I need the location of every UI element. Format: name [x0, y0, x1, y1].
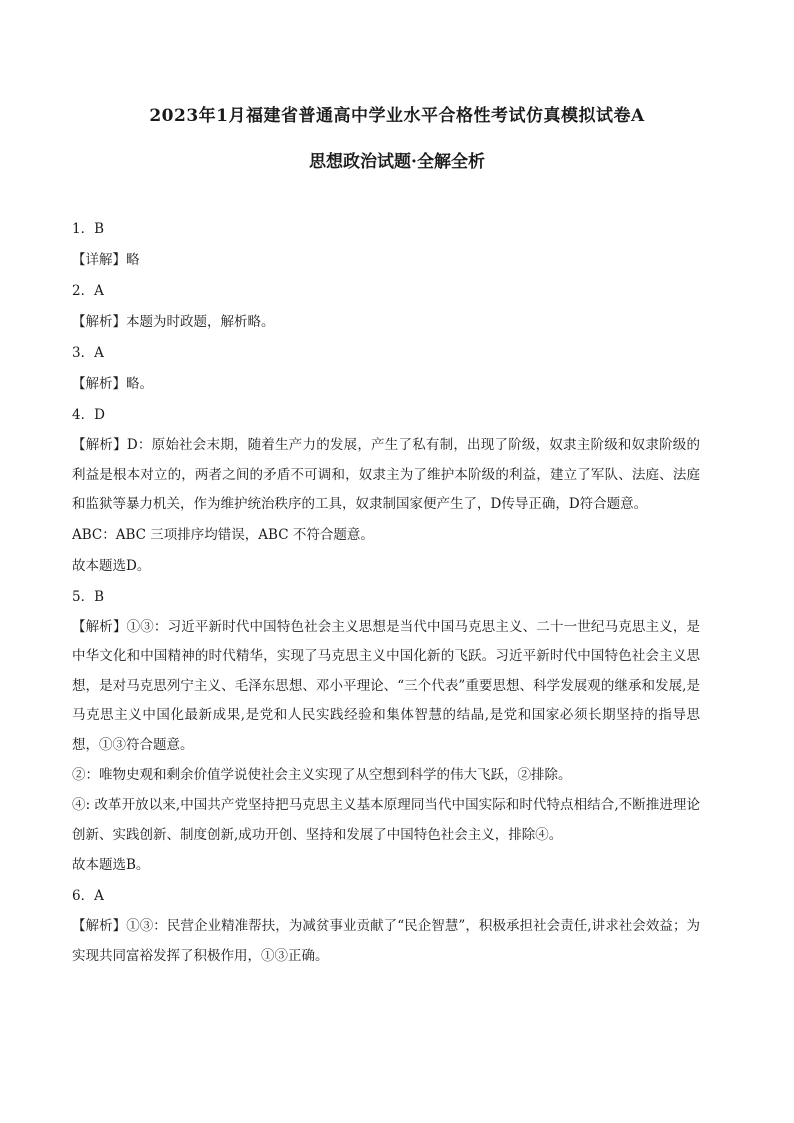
answer-2-explanation: 【解析】本题为时政题，解析略。	[72, 314, 275, 330]
answer-2-number: 2．A	[72, 283, 104, 299]
answer-6-number: 6．A	[72, 888, 104, 904]
answer-1-number: 1．B	[72, 221, 105, 237]
answer-5-number: 5．B	[72, 588, 105, 605]
answer-5-note-2: ②：唯物史观和剩余价值学说使社会主义实现了从空想到科学的伟大飞跃，②排除。	[72, 767, 572, 783]
answer-5-conclusion: 故本题选B。	[72, 857, 150, 873]
answer-4-number: 4．D	[72, 407, 105, 423]
page-title: 2023年1月福建省普通高中学业水平合格性考试仿真模拟试卷A	[149, 106, 645, 126]
answer-5-explanation: 【解析】①③：习近平新时代中国特色社会主义思想是当代中国马克思主义、二十一世纪马克思主义，是中华文化和中国精神的时代精华，实现了马克思主义中国化新的飞跃。习近平新时代中国特色社会主义思想，是对马克思列宁主义、毛泽东思想、邓小平理论、“三个代表”重要思想、科学发展观的继承和发展,是马克思主义中国化最新成果,是党和人民实践经验和集体智慧的结晶,是党和国家必须长期坚持的指导思想，①③符合题意。	[72, 618, 700, 753]
answer-3-number: 3．A	[72, 345, 104, 361]
answer-1-explanation: 【详解】略	[72, 252, 140, 268]
answer-4-note: ABC：ABC 三项排序均错误，ABC 不符合题意。	[72, 526, 374, 543]
answer-4-conclusion: 故本题选D。	[72, 557, 151, 574]
answer-4-explanation: 【解析】D：原始社会末期，随着生产力的发展，产生了私有制，出现了阶级，奴隶主阶级和奴隶阶级的利益是根本对立的，两者之间的矛盾不可调和，奴隶主为了维护本阶级的利益，建立了军队、法庭、法庭和监狱等暴力机关，作为维护统治秩序的工具，奴隶制国家便产生了，D传导正确，D符合题意。	[72, 437, 700, 512]
answer-3-explanation: 【解析】略。	[72, 376, 153, 392]
answer-5-note-4: ④: 改革开放以来,中国共产党坚持把马克思主义基本原理同当代中国实际和时代特点相结合,不断推进理论创新、实践创新、制度创新,成功开创、坚持和发展了中国特色社会主义，排除④。	[72, 797, 700, 843]
page-subtitle: 思想政治试题·全解全析	[309, 152, 485, 172]
title-block	[0, 103, 794, 175]
answer-6-explanation: 【解析】①③：民营企业精准帮扶，为减贫事业贡献了“民企智慧”，积极承担社会责任,讲求社会效益；为实现共同富裕发挥了积极作用，①③正确。	[72, 918, 700, 964]
answer-list	[72, 214, 700, 971]
